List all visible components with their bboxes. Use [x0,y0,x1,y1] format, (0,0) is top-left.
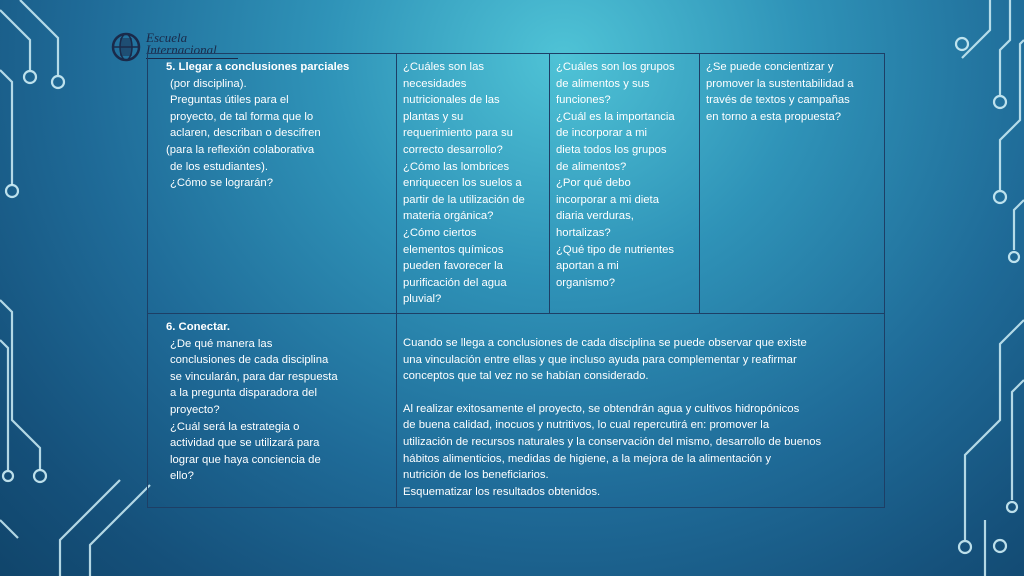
cell-line: se vincularán, para dar respuesta [170,370,338,383]
cell-line: dieta todos los grupos [556,143,667,156]
cell-line: ¿De qué manera las [170,337,273,350]
cell-line: (por disciplina). [170,77,247,90]
cell-line: ello? [170,470,194,483]
cell-line: utilización de recursos naturales y la conservación del mismo, desarrollo de buenos [403,435,822,448]
cell-sustainability-question [700,54,885,314]
cell-line: aportan a mi [556,260,619,273]
cell-line: Cuando se llega a conclusiones de cada disciplina se puede observar que existe [403,337,807,349]
cell-line: pueden favorecer la [403,260,503,273]
cell-line: proyecto? [170,403,220,416]
step6-title: 6. Conectar. [166,321,231,333]
cell-line: necesidades [403,77,467,90]
cell-line: proyecto, de tal forma que lo [170,110,314,123]
cell-line: conceptos que tal vez no se habían considerado. [403,370,649,383]
cell-line: ¿Se puede concientizar y [706,61,834,73]
logo-line1: Escuela [146,30,188,45]
cell-line: ¿Qué tipo de nutrientes [556,243,675,256]
cell-plant-questions [397,54,550,314]
globe-logo-icon [108,30,144,64]
cell-line: actividad que se utilizará para [170,437,320,450]
spacer [403,319,878,335]
cell-line: hábitos alimenticios, medidas de higiene, a la mejora de la alimentación y [403,452,771,465]
cell-line: Preguntas útiles para el [170,94,289,107]
content-table [147,53,885,508]
cell-line: una vinculación entre ellas y que incluso ayuda para complementar y reafirmar [403,353,797,366]
cell-line: pluvial? [403,293,442,306]
cell-line: enriquecen los suelos a [403,177,522,190]
cell-line: incorporar a mi dieta [556,193,659,206]
cell-line: través de textos y campañas [706,94,850,107]
cell-line: de alimentos y sus [556,77,650,90]
cell-line: de incorporar a mi [556,127,648,140]
cell-line: nutrición de los beneficiarios. [403,469,549,482]
cell-line: ¿Cómo las lombrices [403,160,510,173]
cell-line: diaria verduras, [556,210,634,223]
cell-line: ¿Cuáles son los grupos [556,61,675,73]
step5-title: 5. Llegar a conclusiones parciales [166,61,350,73]
cell-line: purificación del agua [403,276,507,289]
cell-line: (para la reflexión colaborativa [166,143,315,156]
cell-line: en torno a esta propuesta? [706,110,842,123]
cell-line: correcto desarrollo? [403,143,503,156]
cell-line: lograr que haya conciencia de [170,453,321,466]
cell-step6 [148,314,397,508]
cell-line: materia orgánica? [403,210,494,223]
cell-food-questions [550,54,700,314]
cell-line: requerimiento para su [403,127,513,140]
cell-line: ¿Cómo se lograrán? [170,177,273,190]
cell-line: de los estudiantes). [170,160,268,173]
cell-line: promover la sustentabilidad a [706,77,854,90]
cell-line: conclusiones de cada disciplina [170,354,329,367]
cell-line: aclaren, describan o descifren [170,127,321,140]
cell-line: de alimentos? [556,160,627,173]
cell-line: Esquematizar los resultados obtenidos. [403,485,601,498]
cell-line: partir de la utilización de [403,193,525,206]
cell-line: funciones? [556,94,611,107]
table-row [148,314,885,508]
cell-line: de buena calidad, inocuos y nutritivos, lo cual repercutirá en: promover la [403,419,770,432]
cell-line: plantas y su [403,110,464,123]
spacer [403,385,878,401]
cell-line: hortalizas? [556,226,611,239]
logo-line2: Internacional [146,42,217,57]
table-row [148,54,885,314]
cell-conclusions [397,314,885,508]
cell-line: a la pregunta disparadora del [170,387,317,400]
cell-line: elementos químicos [403,243,504,256]
cell-line: ¿Cómo ciertos [403,226,477,239]
cell-line: Al realizar exitosamente el proyecto, se obtendrán agua y cultivos hidropónicos [403,402,800,415]
cell-line: nutricionales de las [403,94,500,107]
cell-line: ¿Por qué debo [556,177,631,190]
cell-line: ¿Cuáles son las [403,61,484,73]
cell-step5 [148,54,397,314]
cell-line: ¿Cuál es la importancia [556,110,675,123]
cell-line: ¿Cuál será la estrategia o [170,420,300,433]
cell-line: organismo? [556,276,616,289]
